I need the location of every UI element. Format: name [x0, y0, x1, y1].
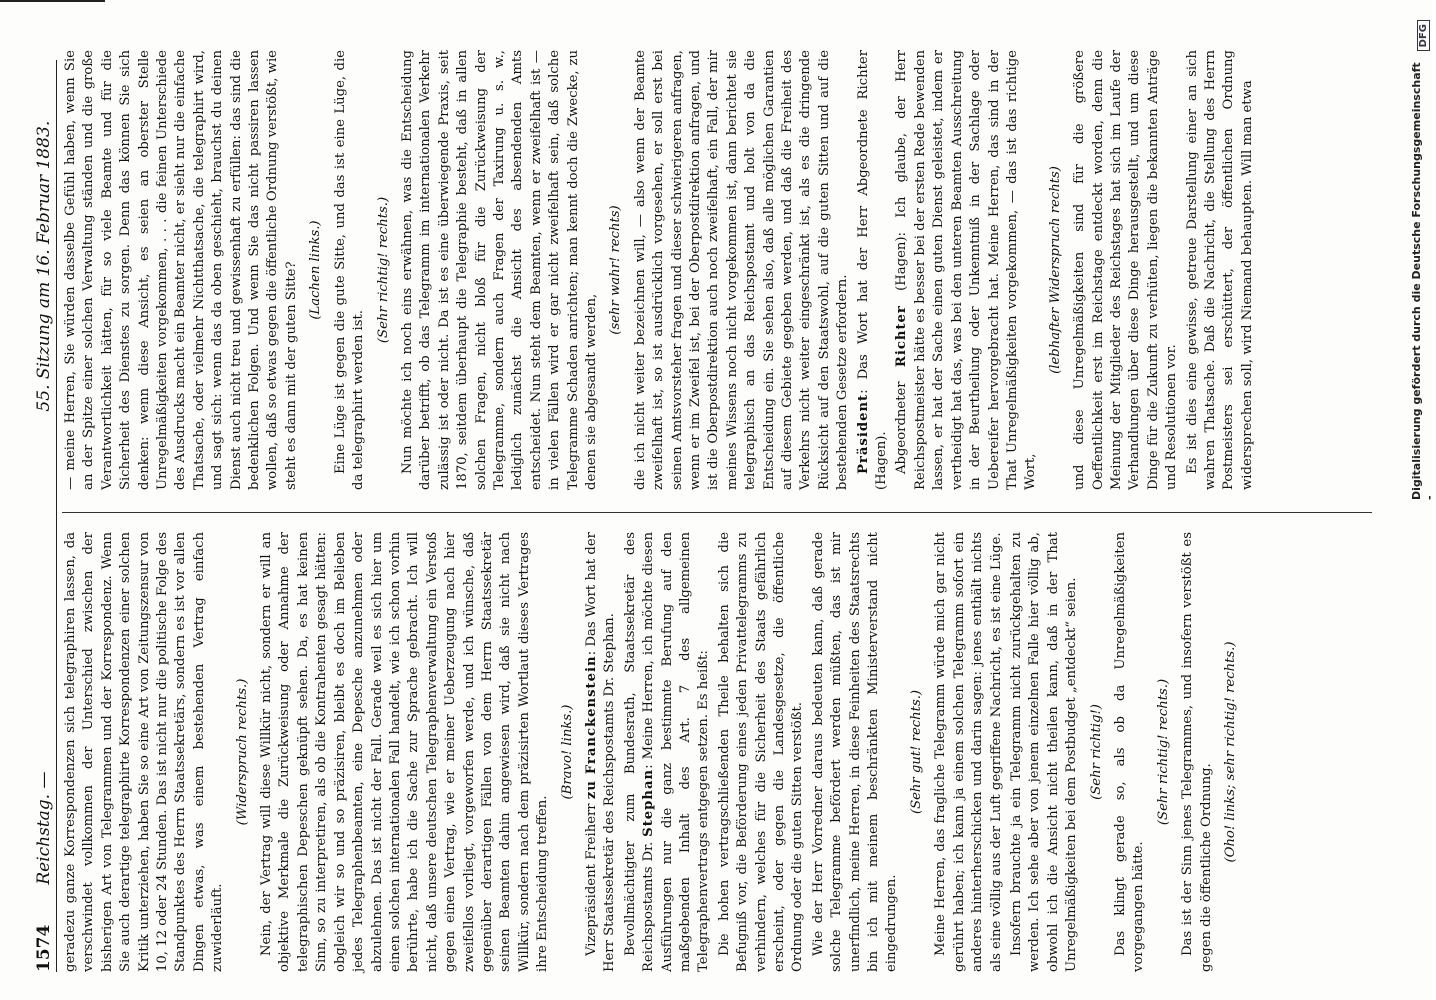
paragraph: Nun möchte ich noch eins erwähnen, was die Entscheidung darüber betrifft, ob das Telegramm im internationalen Verkehr zulässig ist oder nicht. Da ist es eine überwiegende Praxis, seit 1870, seitdem überhaupt die Telegraphie besteht, daß in allen solchen Fragen, nicht bloß für die Zurückweisung der Telegramme, sondern auch Fragen der Taxirung u. s. w., lediglich zunächst die Ansicht des absendenden Amts entscheidet. Nun steht dem Beamten, wenn er zweifelhaft ist — in vielen Fällen wird er gar nicht zweifelhaft sein, daß solche Telegramme Schaden anrichten; man kennt doch die Zwecke, zu denen sie abgesandt werden, — [399, 50, 599, 490]
paragraph: und diese Unregelmäßigkeiten sind für die größere Oeffentlichkeit erst im Reichstage entdeckt worden, denn die Meinung der Mitglieder des Reichstages hat sich im Laufe der Verhandlungen über diese Dinge herausgestellt, und um diese Dinge für die Zukunft zu verhüten, liegen die bekannten Anträge und Resolutionen vor. — [1072, 50, 1180, 490]
digitization-credit — [1410, 20, 1436, 500]
interjection: (Bravo! links.) — [559, 704, 575, 800]
paragraph: Das klingt gerade so, als ob da Unregelmäßigkeiten vorgegangen hätte. — [1112, 532, 1147, 972]
speaker-name: Richter — [894, 305, 910, 368]
speaker-name: Präsident — [855, 393, 871, 474]
paragraph: — meine Herren, Sie würden dasselbe Gefühl haben, wenn Sie an der Spitze einer solchen Verwaltung ständen und die große Verantwortlichkeit hätten, für so viele Beamte und für die Sicherheit des Dienstes zu sorgen. Denn das können Sie sich denken: wenn diese Ansicht, es seien an oberster Stelle Unregelmäßigkeiten vorgekommen, . . . die feinen Unterschiede des Ausdrucks macht ein Beamter nicht, er sieht nur die einfache Thatsache, oder vielmehr Nichtthatsache, die telegraphirt wird, und sagt sich: wenn das da oben geschieht, brauchst du deinen Dienst auch nicht treu und gewissenhaft zu erfüllen: das sind die bedenklichen Folgen. Und wenn Sie das nicht passiren lassen wollen, daß so etwas gegen die öffentliche Ordnung verstößt, wie steht es dann mit der guten Sitte? — [63, 50, 299, 490]
interjection: (sehr wahr! rechts) — [608, 205, 624, 335]
interjection: (Lachen links.) — [308, 220, 324, 320]
paragraph: Insofern brauchte ja ein Telegramm nicht zurückgehalten zu werden. Ich sehe aber von jenem einzelnen Falle hier völlig ab, obwohl ich die Ansicht nicht theilen kann, daß in der That Unregelmäßigkeiten bei dem Postbudget „entdeckt“ seien. — [1008, 532, 1080, 972]
page-header — [28, 60, 57, 972]
interjection: (Sehr gut! rechts.) — [908, 689, 924, 815]
header-left-title: Reichstag. — — [34, 771, 54, 885]
paragraph: Bevollmächtigter zum Bundesrath, Staatssekretär des Reichspostamts Dr. Stephan: Meine Herren, ich möchte diesen Ausführungen nur die ganz bestimmte Berufung auf den maßgebenden Inhalt des Art. 7 des allgemeinen Telegraphenvertrags entgegen setzen. Es heißt: — [622, 531, 712, 972]
paragraph: Die hohen vertragschließenden Theile behalten sich die Befugniß vor, die Beförderung eines jeden Privattelegramms zu verhindern, welches für die Sicherheit des Staats gefährlich erscheint, oder gegen die Landesgesetze, die öffentliche Ordnung oder die guten Sitten verstößt. — [716, 532, 806, 972]
right-text-column — [62, 50, 1372, 490]
interjection: (Sehr richtig!) — [1088, 704, 1104, 800]
paragraph: Nein, der Vertrag will diese Willkür nicht, sondern er will an objektive Merkmale die Zurückweisung oder Annahme der telegraphischen Depeschen geknüpft sehen. Da, es hat keinen Sinn, so zu interpretiren, als ob die Kontrahenten gesagt hätten: obgleich wir so und so präzisiren, bleibt es doch im Belieben jedes Telegraphenbeamten, eine Depesche anzunehmen oder abzulehnen. Das ist nicht der Fall. Gerade weil es sich hier um einen solchen internationalen Fall handelt, wie ich schon vorhin berührte, habe ich die Sache zur Sprache gebracht. Ich will nicht, daß unsere deutschen Telegraphenverwaltung ein Verstoß gegen einen Vertrag, wie er meiner Ueberzeugung nach hier zweifellos vorliegt, vorgeworfen werde, und ich wünsche, daß gegenüber derartigen Fällen von dem Herrn Staatssekretär seinen Beamten dahin angewiesen wird, daß sie nicht nach Willkür, sondern nach dem präzisirten Wortlaut dieses Vertrages ihre Entscheidung treffen. — [259, 532, 551, 972]
speaker-name: zu Franckenstein — [583, 655, 599, 800]
paragraph: Vizepräsident Freiherr zu Franckenstein: Das Wort hat der Herr Staatssekretär des Reichspostamts Dr. Stephan. — [583, 532, 618, 972]
credit-text: Digitalisierung gefördert durch die Deutsche Forschungsgemeinschaft - — [1410, 62, 1436, 500]
paragraph: Präsident: Das Wort hat der Herr Abgeordnete Richter (Hagen). — [855, 50, 890, 490]
page-number: 1574 — [34, 924, 54, 972]
interjection: (Sehr richtig! rechts.) — [375, 196, 391, 344]
interjection: (Oho! links; sehr richtig! rechts.) — [1222, 641, 1238, 863]
paragraph: die ich nicht weiter bezeichnen will, — also wenn der Beamte zweifelhaft ist, so ist ausdrücklich vorgesehen, er soll erst bei seinen Amtsvorsteher fragen und dieser schwierigeren anfragen, wenn er im Zweifel ist, bei der Oberpostdirektion anfragen, und ist die Oberpostdirektion auch noch zweifelhaft, ein Fall, der mir meines Wissens noch nicht vorgekommen ist, dann berichtet sie telegraphisch an das Reichspostamt und holt von da die Entscheidung ein. Sie sehen also, daß alle möglichen Garantien auf diesem Gebiete gegeben werden, und daß die Freiheit des Verkehrs nicht weiter eingeschränkt ist, als es die dringende Rücksicht auf den Staatswohl, auf die guten Sitten und auf die bestehenden Gesetze erfordern. — [632, 50, 851, 490]
dfg-logo: DFG — [1417, 20, 1430, 51]
interjection: (lebhafter Widerspruch rechts) — [1047, 166, 1063, 374]
left-text-column — [62, 532, 1372, 972]
speaker-name: Stephan — [641, 768, 657, 837]
paragraph: Das ist der Sinn jenes Telegrammes, und insofern verstößt es gegen die öffentliche Ordnung. — [1180, 532, 1214, 972]
paragraph: Abgeordneter Richter (Hagen): Ich glaube, der Herr Reichspostmeister hätte es besser bei der ersten Rede bewenden lassen, er hat der Sache einen guten Dienst geleistet, indem er vertheidigt hat das, was bei den unteren Beamten Ausschreitung in der Beurtheilung oder Unkenntniß in der Sachlage oder Uebereifer hervorgebracht hat. Meine Herren, das sind in der That Unregelmäßigkeiten vorgekommen, — das ist das richtige Wort, — [894, 50, 1039, 490]
session-title: 55. Sitzung am 16. Februar 1883. — [34, 120, 54, 412]
paragraph: Es ist dies eine gewisse, getreue Darstellung einer an sich wahren Thatsache. Daß die Nachricht, die Stellung des Herrn Postmeisters sei erschüttert, der öffentlichen Ordnung widersprechen soll, wird Niemand behaupten. Will man etwa — [1184, 50, 1255, 490]
interjection: (Widerspruch rechts.) — [234, 678, 250, 826]
paragraph: Eine Lüge ist gegen die gute Sitte, und das ist eine Lüge, die da telegraphirt werden ist. — [332, 50, 367, 490]
column-divider — [62, 512, 1372, 513]
paragraph: Wie der Herr Vorredner daraus bedeuten kann, daß gerade solche Telegramme befördert werden müßten, das ist mir unerfindlich, meine Herren, in diese Feinheiten des Staatsrechts bin ich mit meinem beschränkten Ministerverstand nicht eingedrungen. — [810, 532, 900, 972]
interjection: (Sehr richtig! rechts.) — [1155, 678, 1171, 826]
paragraph: geradezu ganze Korrespondenzen sich telegraphiren lassen, da verschwindet vollkommen der Unterschied zwischen der bisherigen Art von Telegrammen und der Korrespondenz. Wenn Sie auch derartige telegraphirte Korrespondenzen einer solchen Kritik unterziehen, haben Sie so eine Art von Zeitungszensur von 10, 12 oder 24 Stunden. Das ist nicht nur die politische Folge des Standpunktes des Herrn Staatssekretärs, sondern es ist vor allen Dingen etwas, was einem bestehenden Vertrag einfach zuwiderläuft. — [63, 532, 226, 972]
paragraph: Meine Herren, das fragliche Telegramm würde mich gar nicht gerührt haben; ich kann ja einem solchen Telegramm sofort ein anderes hinterherschicken und darin sagen: jenes enthält nichts als eine völlig aus der Luft gegriffene Nachricht, es ist eine Lüge. — [933, 532, 1004, 972]
